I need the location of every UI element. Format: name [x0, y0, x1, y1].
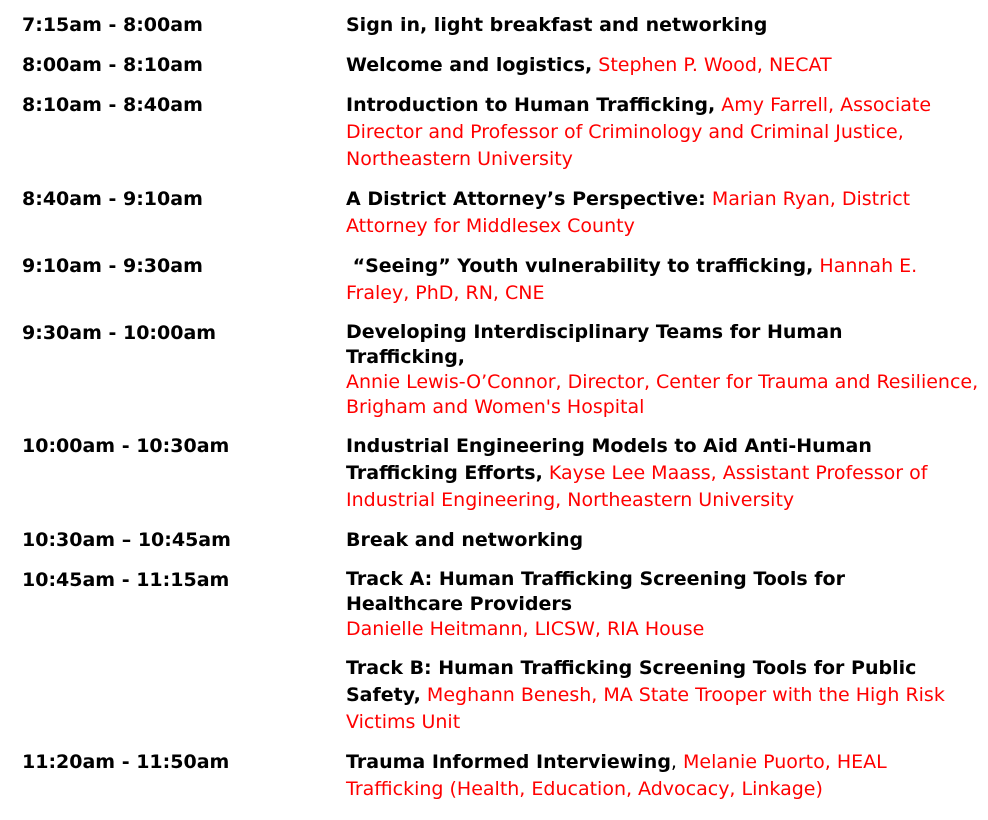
agenda-row: [0, 320, 988, 420]
agenda-time: 9:10am - 9:30am: [22, 255, 203, 277]
agenda-description: [346, 567, 986, 642]
agenda-time: 10:00am - 10:30am: [22, 435, 230, 457]
session-speaker: Melanie Puorto, HEAL Trafficking (Health, Education, Advocacy, Linkage): [346, 751, 887, 800]
session-title: Welcome and logistics,: [346, 54, 593, 76]
agenda-time: 9:30am - 10:00am: [22, 322, 217, 344]
agenda-description: [346, 52, 986, 79]
session-speaker: Annie Lewis-O’Connor, Director, Center for Trauma and Resilience, Brigham and Women's Hospital: [346, 371, 979, 418]
agenda-row: [0, 433, 988, 514]
session-title: Track A: Human Trafficking Screening Tools for Healthcare Providers: [346, 568, 845, 615]
session-speaker: Danielle Heitmann, LICSW, RIA House: [346, 618, 705, 640]
agenda-row: [0, 92, 988, 173]
agenda-time: 8:10am - 8:40am: [22, 94, 203, 116]
agenda-description: Trauma Informed Interviewing, Melanie Puorto, HEAL Trafficking (Health, Education, Advocacy, Linkage): [346, 751, 887, 800]
session-title: Introduction to Human Trafficking,: [346, 94, 716, 116]
session-speaker: Meghann Benesh, MA State Trooper with the High Risk Victims Unit: [346, 684, 945, 733]
agenda-description: [346, 186, 986, 240]
agenda-description: [346, 433, 986, 514]
session-title: Sign in, light breakfast and networking: [346, 14, 768, 36]
agenda-description: [346, 92, 986, 173]
agenda-description: [346, 655, 986, 736]
session-title: Track B: Human Trafficking Screening Tools for Public Safety,: [346, 657, 917, 706]
agenda-row: [0, 52, 988, 79]
agenda-time: 8:00am - 8:10am: [22, 54, 203, 76]
agenda-description: [346, 320, 986, 420]
agenda-description: [346, 253, 986, 307]
agenda-row: [0, 12, 988, 39]
session-speaker: Hannah E. Fraley, PhD, RN, CNE: [346, 255, 918, 304]
agenda-row: [0, 749, 988, 803]
session-speaker: Stephen P. Wood, NECAT: [598, 54, 832, 76]
session-title: Trauma Informed Interviewing: [346, 751, 671, 773]
session-title: Developing Interdisciplinary Teams for Human Trafficking,: [346, 321, 843, 368]
session-speaker: Kayse Lee Maass, Assistant Professor of Industrial Engineering, Northeastern University: [346, 462, 928, 511]
session-speaker: Amy Farrell, Associate Director and Professor of Criminology and Criminal Justice, Northeastern University: [346, 94, 932, 170]
agenda-time: 7:15am - 8:00am: [22, 14, 203, 36]
agenda-time: 8:40am - 9:10am: [22, 188, 203, 210]
agenda-description: [346, 527, 986, 554]
agenda-row: [0, 655, 988, 736]
agenda-row: [0, 186, 988, 240]
session-title: Industrial Engineering Models to Aid Anti-Human Trafficking Efforts,: [346, 435, 872, 484]
agenda-row: [0, 527, 988, 554]
agenda-time: 10:45am - 11:15am: [22, 569, 230, 591]
session-title: Break and networking: [346, 529, 584, 551]
agenda-row: [0, 253, 988, 307]
session-speaker: Marian Ryan, District Attorney for Middlesex County: [346, 188, 911, 237]
session-title: “Seeing” Youth vulnerability to trafficking,: [346, 255, 814, 277]
agenda-time: 10:30am – 10:45am: [22, 529, 231, 551]
agenda-description: [346, 12, 986, 39]
agenda-time: 11:20am - 11:50am: [22, 751, 230, 773]
session-title: A District Attorney’s Perspective:: [346, 188, 706, 210]
agenda-row: [0, 567, 988, 642]
